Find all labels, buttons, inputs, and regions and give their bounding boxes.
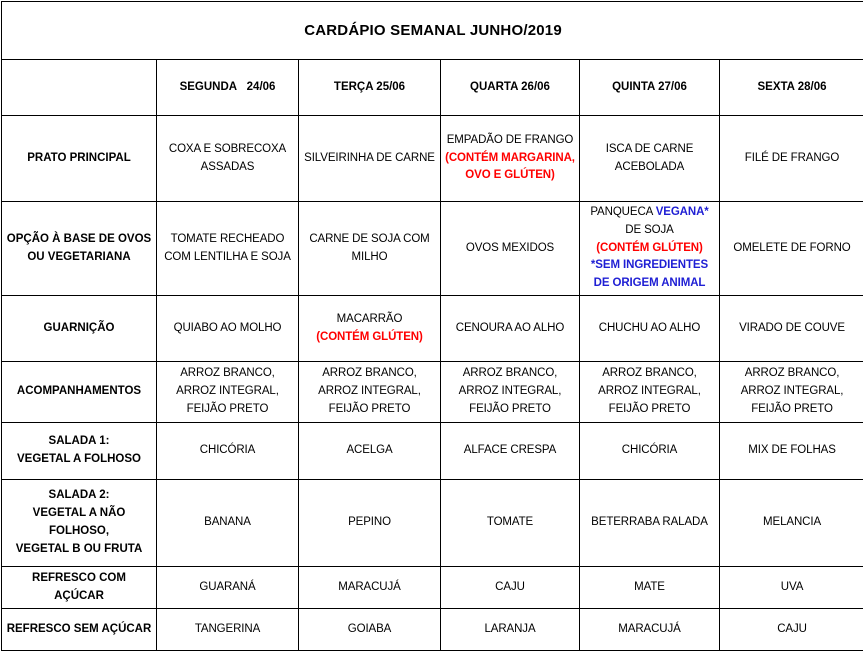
cell-text: SALADA 2: bbox=[48, 489, 110, 502]
cell-text: MARACUJÁ bbox=[338, 580, 401, 593]
cell-text: ARROZ BRANCO, ARROZ INTEGRAL, FEIJÃO PRETO bbox=[458, 367, 562, 415]
day-header: SEXTA 28/06 bbox=[720, 60, 863, 116]
menu-cell bbox=[157, 423, 299, 480]
menu-cell bbox=[580, 567, 720, 609]
cell-text: OPÇÃO À BASE DE OVOS bbox=[6, 232, 152, 245]
cell-text: CHICÓRIA bbox=[199, 444, 256, 457]
cell-text: MELANCIA bbox=[763, 516, 822, 529]
blue-note-text: *SEM INGREDIENTES DE ORIGEM ANIMAL bbox=[590, 259, 709, 290]
cell-text: CAJU bbox=[777, 622, 807, 635]
cell-text: ARROZ BRANCO, ARROZ INTEGRAL, FEIJÃO PRETO bbox=[318, 367, 421, 415]
cell-text: SALADA 1: bbox=[48, 435, 110, 448]
menu-cell bbox=[720, 202, 863, 296]
menu-cell bbox=[157, 296, 299, 362]
cell-text: FILÉ DE FRANGO bbox=[744, 151, 840, 164]
menu-cell bbox=[299, 609, 441, 651]
cell-text: CHUCHU AO ALHO bbox=[598, 321, 701, 334]
menu-row bbox=[2, 480, 863, 567]
menu-cell bbox=[441, 567, 580, 609]
cell-text: VEGETAL B OU FRUTA bbox=[15, 542, 143, 555]
row-label bbox=[2, 202, 157, 296]
menu-cell bbox=[580, 202, 720, 296]
corner-cell bbox=[2, 60, 157, 116]
cell-text: VEGETAL A FOLHOSO bbox=[17, 453, 141, 466]
cell-text: ALFACE CRESPA bbox=[463, 444, 557, 457]
cell-text: REFRESCO SEM AÇÚCAR bbox=[6, 622, 152, 635]
menu-cell bbox=[580, 116, 720, 202]
menu-cell bbox=[157, 567, 299, 609]
red-note-text: (CONTÉM GLÚTEN) bbox=[316, 330, 423, 343]
cell-text: VIRADO DE COUVE bbox=[739, 321, 845, 334]
cell-text: BANANA bbox=[204, 516, 251, 529]
menu-cell bbox=[720, 567, 863, 609]
menu-cell bbox=[157, 609, 299, 651]
menu-cell bbox=[580, 480, 720, 567]
menu-row bbox=[2, 423, 863, 480]
cell-text: TOMATE RECHEADO COM LENTILHA E SOJA bbox=[164, 232, 291, 263]
day-header: SEGUNDA 24/06 bbox=[157, 60, 299, 116]
menu-row bbox=[2, 296, 863, 362]
cell-text: MIX DE FOLHAS bbox=[748, 444, 836, 457]
menu-cell bbox=[441, 116, 580, 202]
cell-text: BETERRABA RALADA bbox=[591, 516, 708, 529]
title-row bbox=[2, 2, 863, 60]
menu-cell bbox=[720, 362, 863, 423]
menu-cell bbox=[720, 423, 863, 480]
row-label bbox=[2, 362, 157, 423]
menu-cell bbox=[299, 567, 441, 609]
cell-text: GOIABA bbox=[347, 622, 392, 635]
menu-cell bbox=[299, 116, 441, 202]
menu-body bbox=[2, 116, 863, 651]
cell-text: CENOURA AO ALHO bbox=[455, 321, 565, 334]
cell-text: OMELETE DE FORNO bbox=[733, 241, 851, 254]
menu-cell bbox=[299, 202, 441, 296]
cell-text: CAJU bbox=[495, 580, 525, 593]
menu-cell bbox=[720, 609, 863, 651]
menu-cell bbox=[580, 423, 720, 480]
cell-text: DE SOJA bbox=[625, 223, 674, 236]
cell-text: GUARNIÇÃO bbox=[43, 321, 115, 334]
menu-cell bbox=[441, 202, 580, 296]
menu-cell bbox=[580, 362, 720, 423]
menu-row bbox=[2, 202, 863, 296]
red-note-text: (CONTÉM MARGARINA, OVO E GLÚTEN) bbox=[445, 151, 575, 182]
menu-row bbox=[2, 362, 863, 423]
menu-cell bbox=[299, 362, 441, 423]
menu-cell bbox=[157, 362, 299, 423]
row-label bbox=[2, 609, 157, 651]
cell-text: LARANJA bbox=[484, 622, 536, 635]
red-note-text: (CONTÉM GLÚTEN) bbox=[596, 241, 703, 254]
cell-text: REFRESCO COM AÇÚCAR bbox=[32, 571, 126, 602]
menu-row bbox=[2, 567, 863, 609]
cell-text: MATE bbox=[634, 580, 665, 593]
cell-text: SILVEIRINHA DE CARNE bbox=[304, 151, 435, 164]
cell-text: ARROZ BRANCO, ARROZ INTEGRAL, FEIJÃO PRETO bbox=[176, 367, 279, 415]
day-header: QUINTA 27/06 bbox=[580, 60, 720, 116]
cell-text: TANGERINA bbox=[194, 622, 261, 635]
menu-cell bbox=[157, 480, 299, 567]
menu-cell bbox=[441, 480, 580, 567]
menu-cell bbox=[299, 480, 441, 567]
cell-text: TOMATE bbox=[486, 516, 534, 529]
cell-text: COXA E SOBRECOXA ASSADAS bbox=[168, 142, 287, 173]
menu-cell bbox=[441, 423, 580, 480]
cell-text: CHICÓRIA bbox=[621, 444, 678, 457]
cell-text: PRATO PRINCIPAL bbox=[27, 151, 131, 164]
row-label bbox=[2, 116, 157, 202]
menu-cell bbox=[299, 296, 441, 362]
menu-cell bbox=[720, 296, 863, 362]
cell-text: ARROZ BRANCO, ARROZ INTEGRAL, FEIJÃO PRETO bbox=[598, 367, 701, 415]
day-header: QUARTA 26/06 bbox=[441, 60, 580, 116]
row-label bbox=[2, 296, 157, 362]
cell-text: ACELGA bbox=[346, 444, 393, 457]
cell-text: CARNE DE SOJA COM MILHO bbox=[309, 232, 430, 263]
row-label bbox=[2, 423, 157, 480]
cell-text: EMPADÃO DE FRANGO bbox=[446, 133, 574, 146]
menu-cell bbox=[157, 202, 299, 296]
cell-text: ISCA DE CARNE ACEBOLADA bbox=[605, 142, 694, 173]
cell-text: PANQUECA bbox=[590, 206, 656, 218]
menu-cell bbox=[720, 480, 863, 567]
cell-text: MACARRÃO bbox=[336, 312, 403, 325]
menu-cell bbox=[441, 609, 580, 651]
blue-note-text: VEGANA* bbox=[655, 206, 709, 218]
menu-cell bbox=[157, 116, 299, 202]
day-header: TERÇA 25/06 bbox=[299, 60, 441, 116]
cell-text: ARROZ BRANCO, ARROZ INTEGRAL, FEIJÃO PRETO bbox=[740, 367, 844, 415]
menu-cell bbox=[441, 296, 580, 362]
cell-text: QUIABO AO MOLHO bbox=[173, 321, 282, 334]
row-label bbox=[2, 480, 157, 567]
cell-text: VEGETAL A NÃO FOLHOSO, bbox=[32, 507, 126, 538]
menu-row bbox=[2, 116, 863, 202]
menu-cell bbox=[580, 296, 720, 362]
menu-row bbox=[2, 609, 863, 651]
menu-cell bbox=[441, 362, 580, 423]
cell-text: OU VEGETARIANA bbox=[27, 250, 131, 263]
cell-text: UVA bbox=[780, 580, 804, 593]
cell-text: GUARANÁ bbox=[199, 580, 256, 593]
cell-text: ACOMPANHAMENTOS bbox=[16, 385, 142, 398]
cell-text: MARACUJÁ bbox=[618, 622, 681, 635]
cell-text: OVOS MEXIDOS bbox=[465, 241, 555, 254]
menu-cell bbox=[580, 609, 720, 651]
header-row bbox=[2, 60, 863, 116]
menu-cell bbox=[720, 116, 863, 202]
menu-cell bbox=[299, 423, 441, 480]
weekly-menu-table bbox=[1, 1, 863, 651]
page-title: CARDÁPIO SEMANAL JUNHO/2019 bbox=[2, 2, 863, 60]
row-label bbox=[2, 567, 157, 609]
cell-text: PEPINO bbox=[348, 516, 391, 529]
